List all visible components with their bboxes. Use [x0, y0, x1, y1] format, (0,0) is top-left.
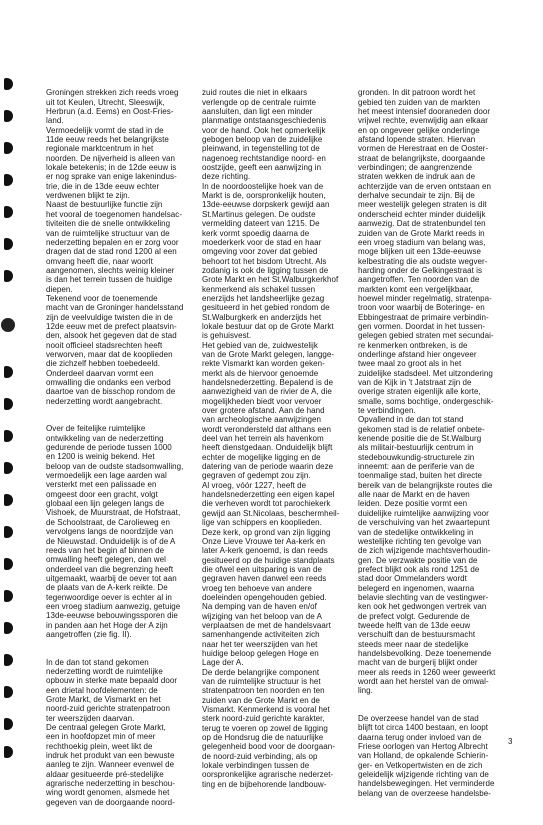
text-column-3	[358, 79, 508, 816]
binding-hole	[4, 238, 13, 250]
binding-hole	[4, 686, 13, 698]
binding-holes	[4, 30, 16, 760]
binding-hole	[4, 654, 13, 666]
paragraph: zuid routes die niet in elkaars verlengde op de centrale ruimte aansluiten, dan ligt een minder planmatige ontstaansgeschiedenis voor de hand. Ook het opmerkelijk gebogen beloop van de zuidelijke pleinwand, in tegenstelling tot de nagenoeg rechtstandige noord- en oostzijde, geeft een aanwijzing in deze richting. In de noordoostelijke hoek van de Markt is de, oorspronkelijk houten, 13de-eeuwse dorpskerk gewijd aan St.Martinus gelegen. De oudste vermelding dateert van 1215. De kerk vormt spoedig daarna de moederkerk voor de stad en haar omgeving voor zover dat gebied behoort tot het bisdom Utrecht. Als zodanig is ook de ligging tussen de Grote Markt en het St.Walburgkerkhof kenmerkend als schakel tussen enerzijds het landsheerlijke gezag gesitueerd in het gebied rondom de St.Walburgkerk en anderzijds het lokale bestuur dat op de Grote Markt is gehuisvest. Het gebied van de, zuidwestelijk van de Grote Markt gelegen, langge- rekte Vismarkt kan worden geken- merkt als de hiervoor genoemde handelsnederzetting. Bepalend is de aanwezigheid van de rivier de A, die mogelijkheden biedt voor vervoer over grotere afstand. Aan de hand van archeologische aanwijzingen wordt verondersteld dat althans een deel van het terrein als havenkom heeft dienstgedaan. Onduidelijk blijft echter de mogelijke ligging en de datering van de periode waarin deze gegraven of gedempt zou zijn. Al vroeg, vóór 1227, heeft de handelsnederzetting een eigen kapel die verheven wordt tot parochiekerk gewijd aan St.Nicolaas, beschermheil- lige van schippers en kooplieden. Deze kerk, op grond van zijn ligging Onze Lieve Vrouwe ter Aa-kerk en later A-kerk genoemd, is dan reeds gesitueerd op de huidige standplaats die ofwel een uitsparing is van de gegraven haven danwel een reeds vroeg ten behoeve van andere doeleinden opengehouden gebied. Na demping van de haven en/of wijziging van het beloop van de A verplaatsen de met de handelsvaart samenhangende activiteiten zich naar het ter weerszijden van het huidige beloop gelegen Hoge en Lage der A. De derde belangrijke component van de ruimtelijke structuur is het stratenpatroon ten noorden en ten zuiden van de Grote Markt en de Vismarkt. Kenmerkend is vooral het sterk noord-zuid gerichte karakter, terug te voeren op zowel de ligging op de Hondsrug die de natuurlijke gelegenheid bood voor de doorgaan- de noord-zuid verbinding, als op lokale verbindingen tussen de oorspronkelijke agrarische nederzet- ting en de bijbehorende landbouw-	[202, 88, 340, 789]
paragraph: gronden. In dit patroon wordt het gebied ten zuiden van de markten het meest intensief dooraneden door vrijwel rechte, evenwijdig aan elkaar en op ongeveer gelijke onderlinge afstand lopende straten. Hiervan vormen de Herestraat en de Ooster- straat de belangrijkste, doorgaande verbindingen; de aangrenzende straten wekken de indruk aan de achterzijde van de erven ontstaan en derhalve secundair te zijn. Bij de meer westelijk gelegen straten is dit onderscheid echter minder duidelijk aanwezig. Dat de stratenbundel ten zuiden van de Grote Markt reeds in een vroeg stadium van belang was, moge blijken uit een 13de-eeuwse kelbestrating die als oudste wegver- harding onder de Gelkingestraat is aangetroffen. Ten noorden van de markten komt een vergelijkbaar, hoewel minder regelmatig, stratenpa- troon voor waarbij de Boteringe- en Ebbingestraat de primaire verbindin- gen vormen. Doordat in het tussen- gelegen gebied straten met secundai- re kenmerken ontbreken, is de onderlinge afstand hier ongeveer twee maal zo groot als in het zuidelijke stadsdeel. Met uitzondering van de Kijk in 't Jatstraat zijn de overige straten eigenlijk alle korte, smalle, soms bochtige, ondergeschik- te verbindingen. Opvallend in de dan tot stand gekomen stad is de relatief onbete- kenende positie die de St.Walburg als militair-bestuurlijk centrum in stedebouwkundig-structurele zin inneemt: aan de periferie van de toenmalige stad, buiten het directe bereik van de belangrijkste routes die alle naar de Markt en de haven leiden. Deze positie vormt een duidelijke ruimtelijke aanwijzing voor de verschuiving van het zwaartepunt van de stedelijke ontwikkeling in westelijke richting ten gevolge van de zich wijzigende machtsverhoudin- gen. De verzwakte positie van de prefect blijkt ook als rond 1251 de stad door Ommelanders wordt belegerd en ingenomen, waarna belavie slechting van de vestingwer- ken ook het gedwongen vertrek van de prefect volgt. Gedurende de tweede helft van de 13de eeuw verschuift dan de bestuursmacht steeds meer naar de stedelijke handelsbevolking. Deze toenemende macht van de burgerij blijkt onder meer als reeds in 1260 weer geweerkt wordt aan het herstel van de omwal- ling.	[358, 88, 496, 696]
binding-hole	[4, 430, 13, 442]
binding-hole	[4, 718, 13, 730]
paragraph: Groningen strekken zich reeds vroeg uit tot Keulen, Utrecht, Sleeswijk, Herbrun (a.d. Eems) en Oost-Fries- land. Vermoedelijk vormt de stad in de 11de eeuw reeds het belangrijkste regionale marktcentrum in het noorden. De nijverheid is alleen van lokale betekenis; in de 12de eeuw is er nog sprake van enige lakenindus- trie, die in de 13de eeuw echter verdwenen blijkt te zijn. Naast de bestuurlijke functie zijn het vooral de toegenomen handelsac- tiviteiten die de snelle ontwikkeling van de ruimtelijke structuur van de nederzetting bepalen en er zorg voor dragen dat de stad rond 1200 al een omvang heeft die, naar woorlt aangenomen, slechts weinig kleiner is dan het terrein tussen de huidige diepen. Tekenend voor de toenemende macht van de Groninger handelsstand zijn de veelvuldige twisten die in de 12de eeuw met de prefect plaatsvin- den, alsook het gegeven dat de stad nooit officieel stadsrechten heeft verworven, maar dat de kooplieden die zichzelf hebben toebedeeld. Onderdeel daarvan vormt een omwalling die ondanks een verbod daartoe van de bisschop rondom de nederzetting wordt aangebracht.	[46, 88, 184, 406]
paragraph: Over de feitelijke ruimtelijke ontwikkeling van de nederzetting gedurende de periode tussen 1000 en 1200 is weinig bekend. Het beloop van de oudste stadsomwalling, vermoedelijk een lage aarden wal versterkt met een palissade en omgeest door een gracht, volgt globaal een lijn gelegen langs de Vishoek, de Muurstraat, de Hofstraat, de Schoolstraat, de Carolieweg en vervolgens langs de noordzijde van de Nieuwstad. Onduidelijk is of de A reeds van het begin af binnen de omwalling heeft gelegen, dan wel onderdeel van die begrenzing heeft uitgemaakt, waarbij de oever tot aan de plaats van de A-kerk reikte. De tegenwoordige oever is echter al in een vroeg stadium aanwezig, getuige 13de-eeuwse bebouwingssporen die in panden aan het Hoge der A zijn aangetroffen (zie fig. II).	[46, 424, 184, 639]
binding-hole	[4, 590, 13, 602]
binding-hole	[4, 398, 13, 410]
paragraph: In de dan tot stand gekomen nederzetting wordt de ruimtelijke opbouw in sterke mate bepaald door een drietal hoofdelementen: de Grote Markt, de Vismarkt en het noord-zuid gerichte stratenpatroon ter weerszijden daarvan. De centraal gelegen Grote Markt, een in hoofdopzet min of meer rechthoekig plein, weet likt de indruk het produkt van een bewuste aanleg te zijn. Wanneer evenwel de aldaar gesitueerde pré-stedelijke agrarische nederzetting in beschou- wing wordt genomen, alsmede het gegeven van de doorgaande noord-	[46, 657, 178, 807]
binding-hole	[4, 78, 13, 90]
paragraph: De overzeese handel van de stad blijft tot circa 1400 bestaan, en loopt daarna terug onder invloed van de Friese oorlogen van Hertog Albrecht van Holland, de opkalende Schierin- ger- en Vetkopertwisten en de zich geleidelijk wijzigende richting van de handelsbewegingen. Het verminderde belang van de overzeese handelsbe-	[358, 714, 495, 798]
binding-hole	[4, 526, 13, 538]
punch-hole	[1, 318, 15, 332]
binding-hole	[4, 494, 13, 506]
binding-hole	[4, 142, 13, 154]
binding-hole	[4, 622, 13, 634]
binding-hole	[4, 746, 13, 758]
binding-hole	[4, 206, 13, 218]
binding-hole	[4, 366, 13, 378]
binding-hole	[4, 270, 13, 282]
binding-hole	[4, 558, 13, 570]
text-column-1	[46, 79, 196, 825]
binding-hole	[4, 174, 13, 186]
binding-hole	[4, 462, 13, 474]
page-number: 3	[508, 737, 513, 746]
text-column-2	[202, 79, 352, 807]
binding-hole	[4, 110, 13, 122]
